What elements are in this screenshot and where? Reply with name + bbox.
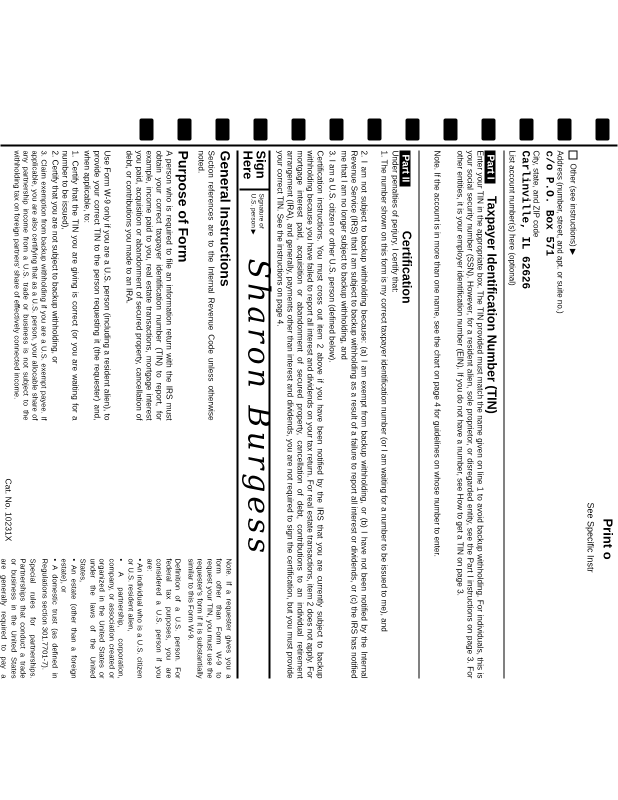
other-label: Other (see instructions) ▶ [568, 163, 578, 256]
divider [237, 151, 239, 679]
part1-note: Note. If the account is in more than one name, see the chart on page 4 for guidelines on whose number to enter. [432, 150, 442, 557]
print-label: Print o [600, 518, 616, 560]
purpose-list-3: 3. Claim exemption from backup withholding if you are a U.S. exempt payee. If applicable, you are also certifying that as a U.S. person, your allocable share of any partnership income from a U.S. trade or business is not subject to the withholding tax on foreign partners' share of effectively connected income. [12, 150, 49, 421]
purpose-para-1: A person who is required to file an information return with the IRS must obtain your correct taxpayer identification number (TIN) to report, for example, income paid to you, real estate transactions, mortgage interest you paid, acquisition or abandonment of secured property, cancellation of debt, or contributions you made to an IRA. [124, 150, 174, 421]
checkbox-icon[interactable] [568, 151, 577, 160]
part1-label: Part I [485, 151, 496, 184]
right-note: Note. If a requester gives you a form other than Form W-9 to request your TIN, you must use the requester's form if it is substantially similar to this Form W-9. [186, 558, 234, 679]
general-instructions-title: General Instructions [217, 150, 234, 287]
right-bullet: • An individual who is a U.S. citizen or U.S. resident alien, [126, 558, 145, 679]
part2-item-1: 1. The number shown on this form is my correct taxpayer identification number (or I am waiting for a number to be issued to me), and [379, 150, 389, 632]
signature[interactable]: Sharon Burgess [240, 258, 276, 557]
binder-tab [482, 119, 496, 141]
divider [504, 151, 505, 679]
part2-title: Certification [399, 230, 414, 304]
part2-item-2: 2. I am not subject to backup withholding because: (a) I am exempt from backup withholding, or (b) I have not been notified by the Internal Revenue Service (IRS) that I am subject to backup withholding as a result of a failure to report all interest or dividends, or (c) the IRS has notified me that I am no longer subject to backup withholding, and [339, 150, 369, 679]
binder-tab [368, 119, 382, 141]
general-instructions-text: Section references are to the Internal Revenue Code unless otherwise noted. [196, 150, 216, 421]
purpose-list-2: 2. Certify that you are not subject to backup withholding, or [50, 150, 60, 364]
page-edge-rule [1, 145, 618, 147]
right-special: Special rules for partnerships. Partnerships that conduct a trade or business in the United States are generally required to pay a [0, 558, 38, 679]
here-word: Here [240, 150, 256, 180]
address-label: Address (number, street, and apt. or suite no.) [555, 150, 565, 314]
binder-tab [520, 119, 534, 141]
right-bullet: • An estate (other than a foreign estate), or [60, 558, 79, 679]
divider [240, 189, 270, 191]
part1-title: Taxpayer Identification Number (TIN) [484, 195, 499, 414]
binder-tab [596, 119, 610, 141]
binder-tab [292, 119, 306, 141]
right-column [0, 558, 234, 679]
binder-tab [444, 119, 458, 141]
part2-item-3: 3. I am a U.S. citizen or other U.S. person (defined below). [327, 150, 337, 363]
cert-instructions: Certification instructions. You must cross out item 2 above if you have been notified by the IRS that you are currently subject to backup withholding because you have failed to report all interest and dividends on your tax return. For real estate transactions, item 2 does not apply. For mortgage interest paid, acquisition or abandonment of secured property, cancellation of debt, contributions to an individual retirement arrangement (IRA), and generally, payments other than interest and dividends, you are not required to sign the certification, but you must provide your correct TIN. See the instructions on page 4. [275, 150, 325, 679]
sign-word: Sign [253, 150, 269, 179]
binder-tab [140, 119, 154, 141]
see-specific-instructions: See Specific Instr [585, 502, 596, 573]
purpose-title: Purpose of Form [175, 150, 192, 263]
part2-heading [398, 151, 416, 679]
binder-tab [330, 119, 344, 141]
part2-intro: Under penalties of perjury, I certify that: [390, 150, 400, 293]
right-bullet: • A partnership, corporation, company, or association created or organized in the United States or under the laws of the United States, [79, 558, 126, 679]
purpose-list-1: 1. Certify that the TIN you are giving is correct (or you are waiting for a number to be issued), [60, 150, 80, 421]
cat-number: Cat. No. 10231X [3, 478, 14, 542]
account-label: List account number(s) here (optional) [507, 150, 517, 286]
binder-tab [406, 119, 420, 141]
part2-label: Part II [400, 151, 411, 187]
address-value[interactable]: c/o P.O. Box 571 [542, 150, 555, 257]
binder-tab [558, 119, 572, 141]
part1-paragraph: Enter your TIN in the appropriate box. The TIN provided must match the name given on line 1 to avoid backup withholding. For individuals, this is your social security number (SSN). However, for a resident alien, sole proprietor, or disregarded entity, see the Part I instructions on page 3. For other entities, it is your employer identification number (EIN). If you do not have a number, see How to get a TIN on page 3. [455, 150, 485, 679]
purpose-para-2: Use Form W-9 only if you are a U.S. person (including a resident alien), to provide your correct TIN to the person requesting it (the requester) and, when applicable, to: [82, 150, 112, 421]
right-definition: Definition of a U.S. person. For federal tax purposes, you are considered a U.S. person if you are: [145, 558, 183, 679]
divider [419, 151, 420, 679]
signature-of-label: Signature of U.S. person ▶ [249, 193, 265, 235]
binder-tab [216, 119, 230, 141]
other-line [568, 151, 578, 671]
right-bullet: • A domestic trust (as defined in Regulations section 301.7701-7). [41, 558, 60, 679]
rotated-w9-page [1, 119, 618, 679]
part1-heading [483, 151, 501, 679]
city-value[interactable]: Carlinville, IL 62626 [518, 150, 531, 290]
binder-tab [178, 119, 192, 141]
city-label: City, state, and ZIP code [531, 150, 541, 238]
binder-tab [254, 119, 268, 141]
